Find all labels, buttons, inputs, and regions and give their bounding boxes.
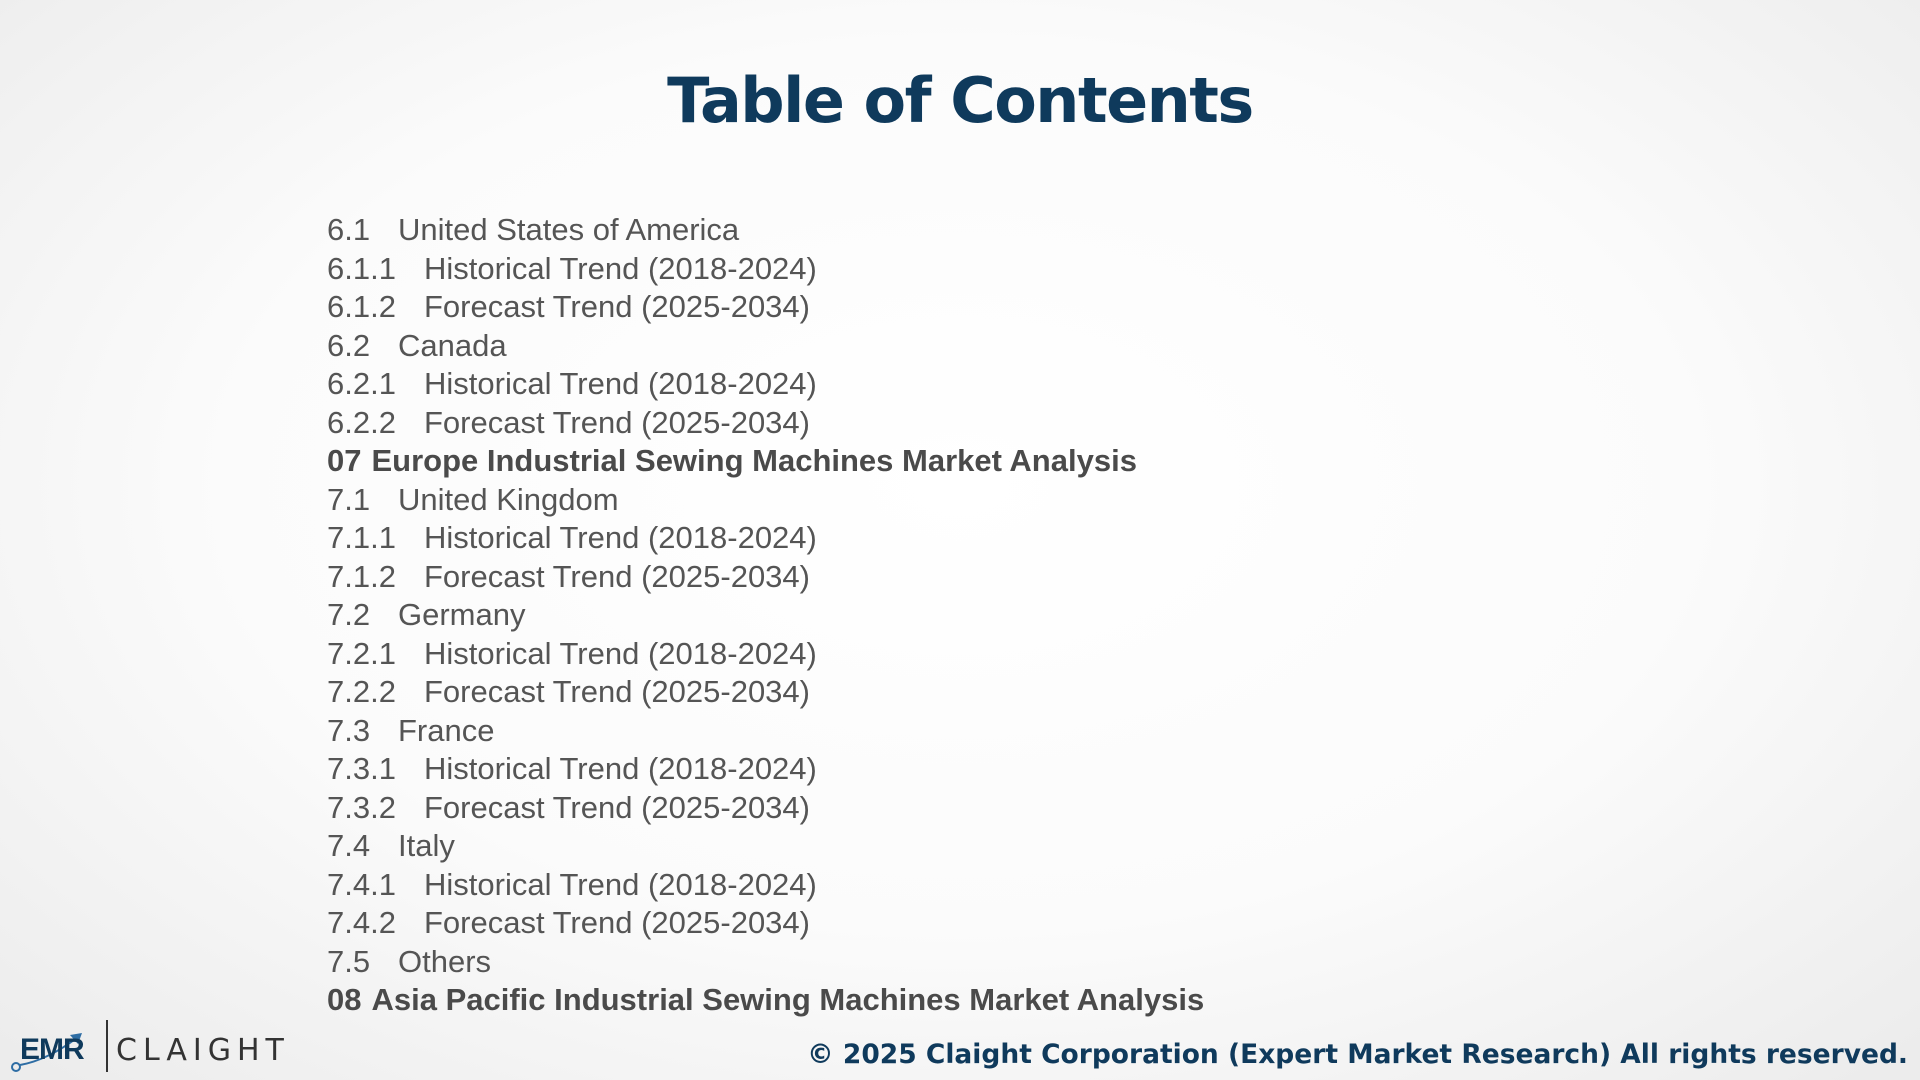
toc-entry-text: Historical Trend (2018-2024) — [424, 520, 817, 555]
toc-entry-number: 7.2.1 — [327, 635, 396, 671]
toc-entry-text: Forecast Trend (2025-2034) — [424, 905, 810, 940]
toc-entry-number: 6.1.1 — [327, 250, 396, 286]
toc-entry — [327, 404, 1204, 443]
toc-entry — [327, 635, 1204, 674]
toc-entry-text: Europe Industrial Sewing Machines Market Analysis — [371, 443, 1137, 478]
toc-entry-number: 7.1 — [327, 481, 371, 517]
toc-entry-number: 6.2.2 — [327, 404, 396, 440]
toc-entry — [327, 211, 1204, 250]
toc-section-heading — [327, 981, 1204, 1020]
toc-entry — [327, 481, 1204, 520]
toc-entry-text: Forecast Trend (2025-2034) — [424, 404, 810, 440]
logo-claight-text: CLAIGHT — [116, 1033, 290, 1068]
toc-entry — [327, 750, 1204, 789]
emr-claight-logo — [8, 1015, 298, 1075]
toc-entry-text: France — [398, 712, 495, 748]
toc-entry-text: Italy — [398, 828, 455, 863]
toc-entry-text: United States of America — [398, 212, 740, 247]
toc-entry — [327, 827, 1204, 866]
toc-entry-text: Forecast Trend (2025-2034) — [424, 789, 810, 825]
toc-entry-number: 7.2.2 — [327, 674, 396, 709]
toc-entry — [327, 673, 1204, 712]
toc-entry — [327, 789, 1204, 828]
toc-entry-text: Forecast Trend (2025-2034) — [424, 674, 810, 709]
copyright-footer: © 2025 Claight Corporation (Expert Market Research) All rights reserved. — [807, 1039, 1908, 1070]
toc-entry-text: Asia Pacific Industrial Sewing Machines Market Analysis — [371, 982, 1205, 1017]
toc-entry-text: Historical Trend (2018-2024) — [424, 751, 817, 786]
toc-entry-number: 7.2 — [327, 597, 371, 632]
logo-divider — [106, 1020, 108, 1072]
toc-entry-number: 7.4.2 — [327, 905, 396, 940]
toc-entry-text: Canada — [398, 327, 507, 363]
table-of-contents-list — [327, 211, 1204, 1020]
toc-entry-number: 6.2 — [327, 327, 371, 363]
toc-entry-number: 6.2.1 — [327, 366, 396, 401]
toc-entry — [327, 365, 1204, 404]
toc-entry — [327, 519, 1204, 558]
toc-entry — [327, 288, 1204, 327]
logo-emr-text: EMR — [20, 1033, 84, 1066]
toc-entry-number: 6.1 — [327, 212, 371, 247]
toc-entry-text: Others — [398, 943, 492, 979]
toc-entry-text: Forecast Trend (2025-2034) — [424, 558, 810, 594]
toc-entry — [327, 327, 1204, 366]
toc-entry-number: 7.5 — [327, 943, 371, 979]
toc-entry-number: 7.4.1 — [327, 866, 396, 902]
toc-entry-number: 7.3 — [327, 712, 371, 748]
toc-entry-text: Germany — [398, 597, 526, 632]
toc-entry — [327, 250, 1204, 289]
toc-entry — [327, 558, 1204, 597]
page-title: Table of Contents — [667, 64, 1253, 137]
toc-entry-number: 7.3.1 — [327, 751, 396, 786]
toc-entry — [327, 712, 1204, 751]
toc-entry-text: Historical Trend (2018-2024) — [424, 866, 817, 902]
toc-entry-number: 6.1.2 — [327, 289, 396, 324]
toc-entry-number: 7.3.2 — [327, 789, 396, 825]
toc-section-heading — [327, 442, 1204, 481]
toc-entry — [327, 866, 1204, 905]
toc-entry-text: United Kingdom — [398, 481, 619, 517]
toc-entry-text: Forecast Trend (2025-2034) — [424, 289, 810, 324]
toc-entry-number: 7.1.2 — [327, 558, 396, 594]
toc-entry — [327, 943, 1204, 982]
toc-entry — [327, 596, 1204, 635]
toc-entry-text: Historical Trend (2018-2024) — [424, 635, 817, 671]
toc-entry-text: Historical Trend (2018-2024) — [424, 250, 817, 286]
toc-entry-number: 07 — [327, 443, 362, 478]
toc-entry-text: Historical Trend (2018-2024) — [424, 366, 817, 401]
toc-entry-number: 7.1.1 — [327, 520, 396, 555]
toc-entry-number: 08 — [327, 982, 362, 1017]
toc-entry-number: 7.4 — [327, 828, 371, 863]
toc-entry — [327, 904, 1204, 943]
